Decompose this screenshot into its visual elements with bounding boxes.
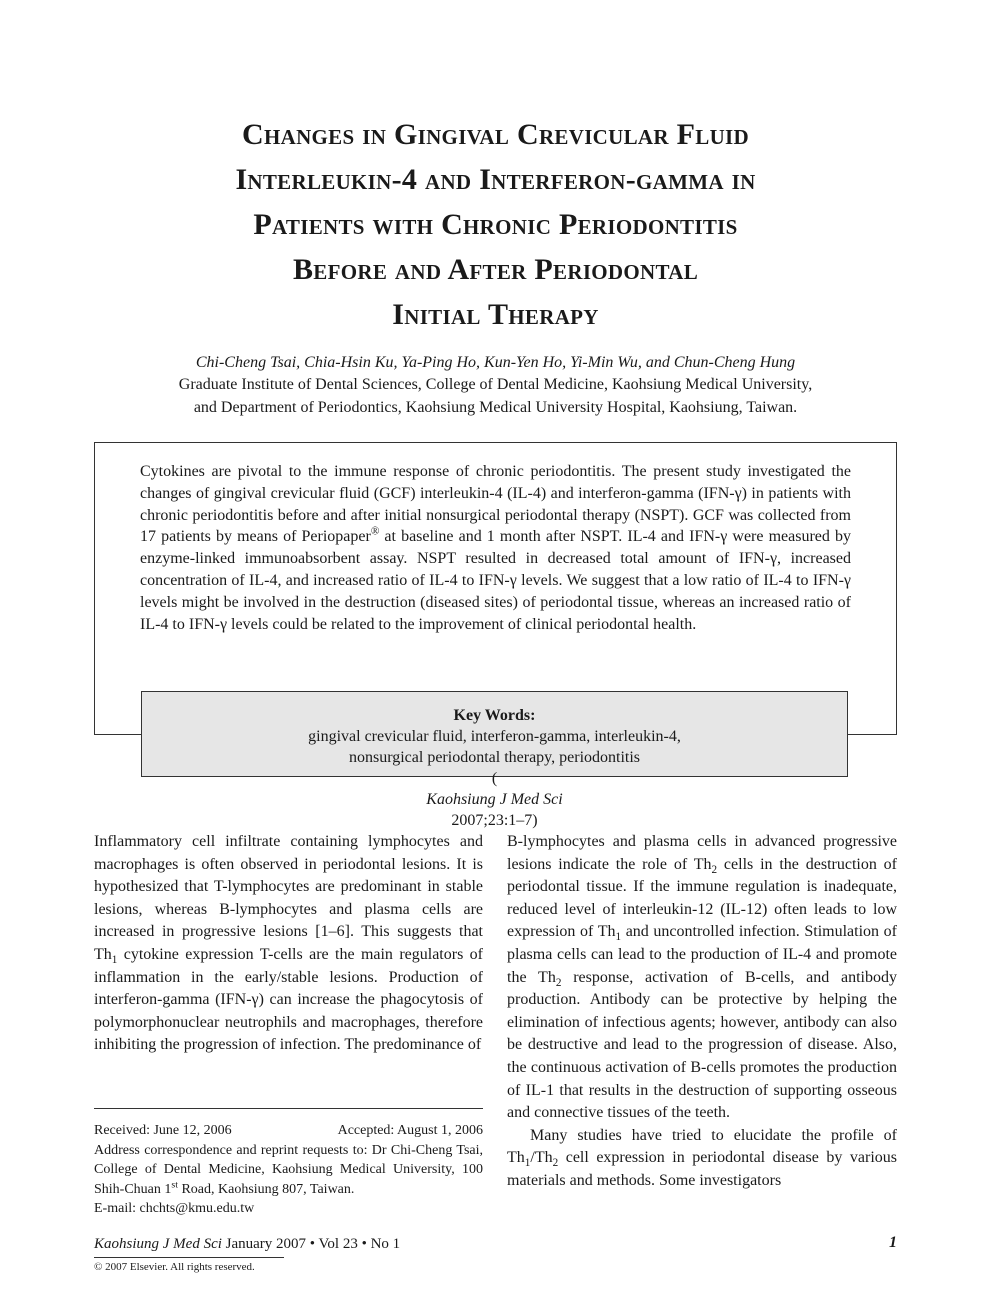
affiliation — [60, 373, 931, 419]
copyright-divider — [94, 1257, 284, 1258]
body-column-left — [94, 831, 483, 1057]
article-title — [100, 112, 891, 337]
footnote-divider — [94, 1108, 483, 1109]
title-line: Initial Therapy — [392, 298, 599, 331]
citation: ( Kaohsiung J Med Sci 2007;23:1–7) — [426, 770, 563, 829]
title-line: Patients with Chronic Periodontitis — [253, 208, 738, 241]
keywords-label: Key Words: — [453, 707, 536, 724]
accepted-date: Accepted: August 1, 2006 — [337, 1123, 483, 1138]
dates-row — [94, 1121, 483, 1141]
received-date: Received: June 12, 2006 — [94, 1123, 232, 1138]
email: E-mail: chchts@kmu.edu.tw — [94, 1201, 255, 1216]
keywords-line: Key Words: gingival crevicular fluid, interferon-gamma, interleukin-4, — [308, 707, 681, 745]
journal-issue: January 2007 • Vol 23 • No 1 — [221, 1236, 401, 1252]
title-line: Interleukin-4 and Interferon-gamma in — [235, 163, 756, 196]
affiliation-line: Graduate Institute of Dental Sciences, College of Dental Medicine, Kaohsiung Medical University, — [178, 376, 813, 393]
keywords-box — [141, 691, 848, 829]
body-column-right — [507, 831, 897, 1193]
copyright: © 2007 Elsevier. All rights reserved. — [94, 1261, 255, 1273]
abstract-text: Cytokines are pivotal to the immune response of chronic periodontitis. The present study investigated the changes of gingival crevicular fluid (GCF) interleukin-4 (IL-4) and interferon-gamma (IFN-γ) in patients with chronic periodontitis before and after initial nonsurgical periodontal therapy (NSPT). GCF was collected from 17 patients by means of Periopaper® at baseline and 1 month after NSPT. IL-4 and IFN-γ were measured by enzyme-linked immunoabsorbent assay. NSPT resulted in decreased total amount of IFN-γ, increased concentration of IL-4, and increased ratio of IL-4 to IFN-γ levels. We suggest that a low ratio of IL-4 to IFN-γ levels might be involved in the destruction (diseased sites) of periodontal tissue, whereas an increased ratio of IL-4 to IFN-γ levels could be related to the improvement of clinical periodontal health. — [140, 463, 851, 633]
title-line: Before and After Periodontal — [292, 253, 699, 286]
paragraph: Inflammatory cell infiltrate containing lymphocytes and macrophages is often observed in periodontal lesions. It is hypothesized that T-lymphocytes are predominant in stable lesions, whereas B-lymphocytes and plasma cells are increased in progressive lesions [1–6]. This suggests that $Th_1$ cytokine expression T-cells are the main regulators of inflammation in the early/stable lesions. Production of interferon-gamma (IFN-γ) can increase the phagocytosis of polymorphonuclear neutrophils and macrophages, therefore inhibiting the progression of infection. The predominance of — [94, 833, 483, 1054]
author-list: Chi-Cheng Tsai, Chia-Hsin Ku, Ya-Ping Ho, Kun-Yen Ho, Yi-Min Wu, and Chun-Cheng Hung — [195, 354, 796, 371]
keywords-line: nonsurgical periodontal therapy, periodontitis — [348, 749, 641, 766]
footnote — [94, 1121, 483, 1219]
title-line: Changes in Gingival Crevicular Fluid — [242, 118, 749, 151]
affiliation-line: and Department of Periodontics, Kaohsiung Medical University Hospital, Kaohsiung, Taiwan. — [193, 399, 798, 416]
paragraph: Many studies have tried to elucidate the profile of $Th_1/Th_2$ cell expression in periodontal disease by various materials and methods. Some investigators — [507, 1126, 897, 1189]
page-number: 1 — [889, 1234, 897, 1251]
paragraph: B-lymphocytes and plasma cells in advanced progressive lesions indicate the role of $Th_2$ cells in the destruction of periodontal tissue. If the immune regulation is inadequate, reduced level of interleukin-12 (IL-12) often leads to low expression of $Th_1$ and uncontrolled infection. Stimulation of plasma cells can lead to the production of IL-4 and promote the $Th_2$ response, activation of B-cells, and antibody production. Antibody can be protective by helping the elimination of infectious agents; however, antibody can also be destructive and lead to the progression of disease. Also, the continuous activation of B-cells promotes the production of IL-1 that results in the destruction of supporting osseous and connective tissues of the teeth. — [507, 833, 898, 1122]
correspondence-address: Address correspondence and reprint requests to: Dr Chi-Cheng Tsai, College of Dental Medicine, Kaohsiung Medical University, 100 Shih-Chuan 1st Road, Kaohsiung 807, Taiwan. — [94, 1142, 483, 1197]
journal-footer — [94, 1236, 400, 1253]
journal-name: Kaohsiung J Med Sci — [94, 1236, 222, 1252]
